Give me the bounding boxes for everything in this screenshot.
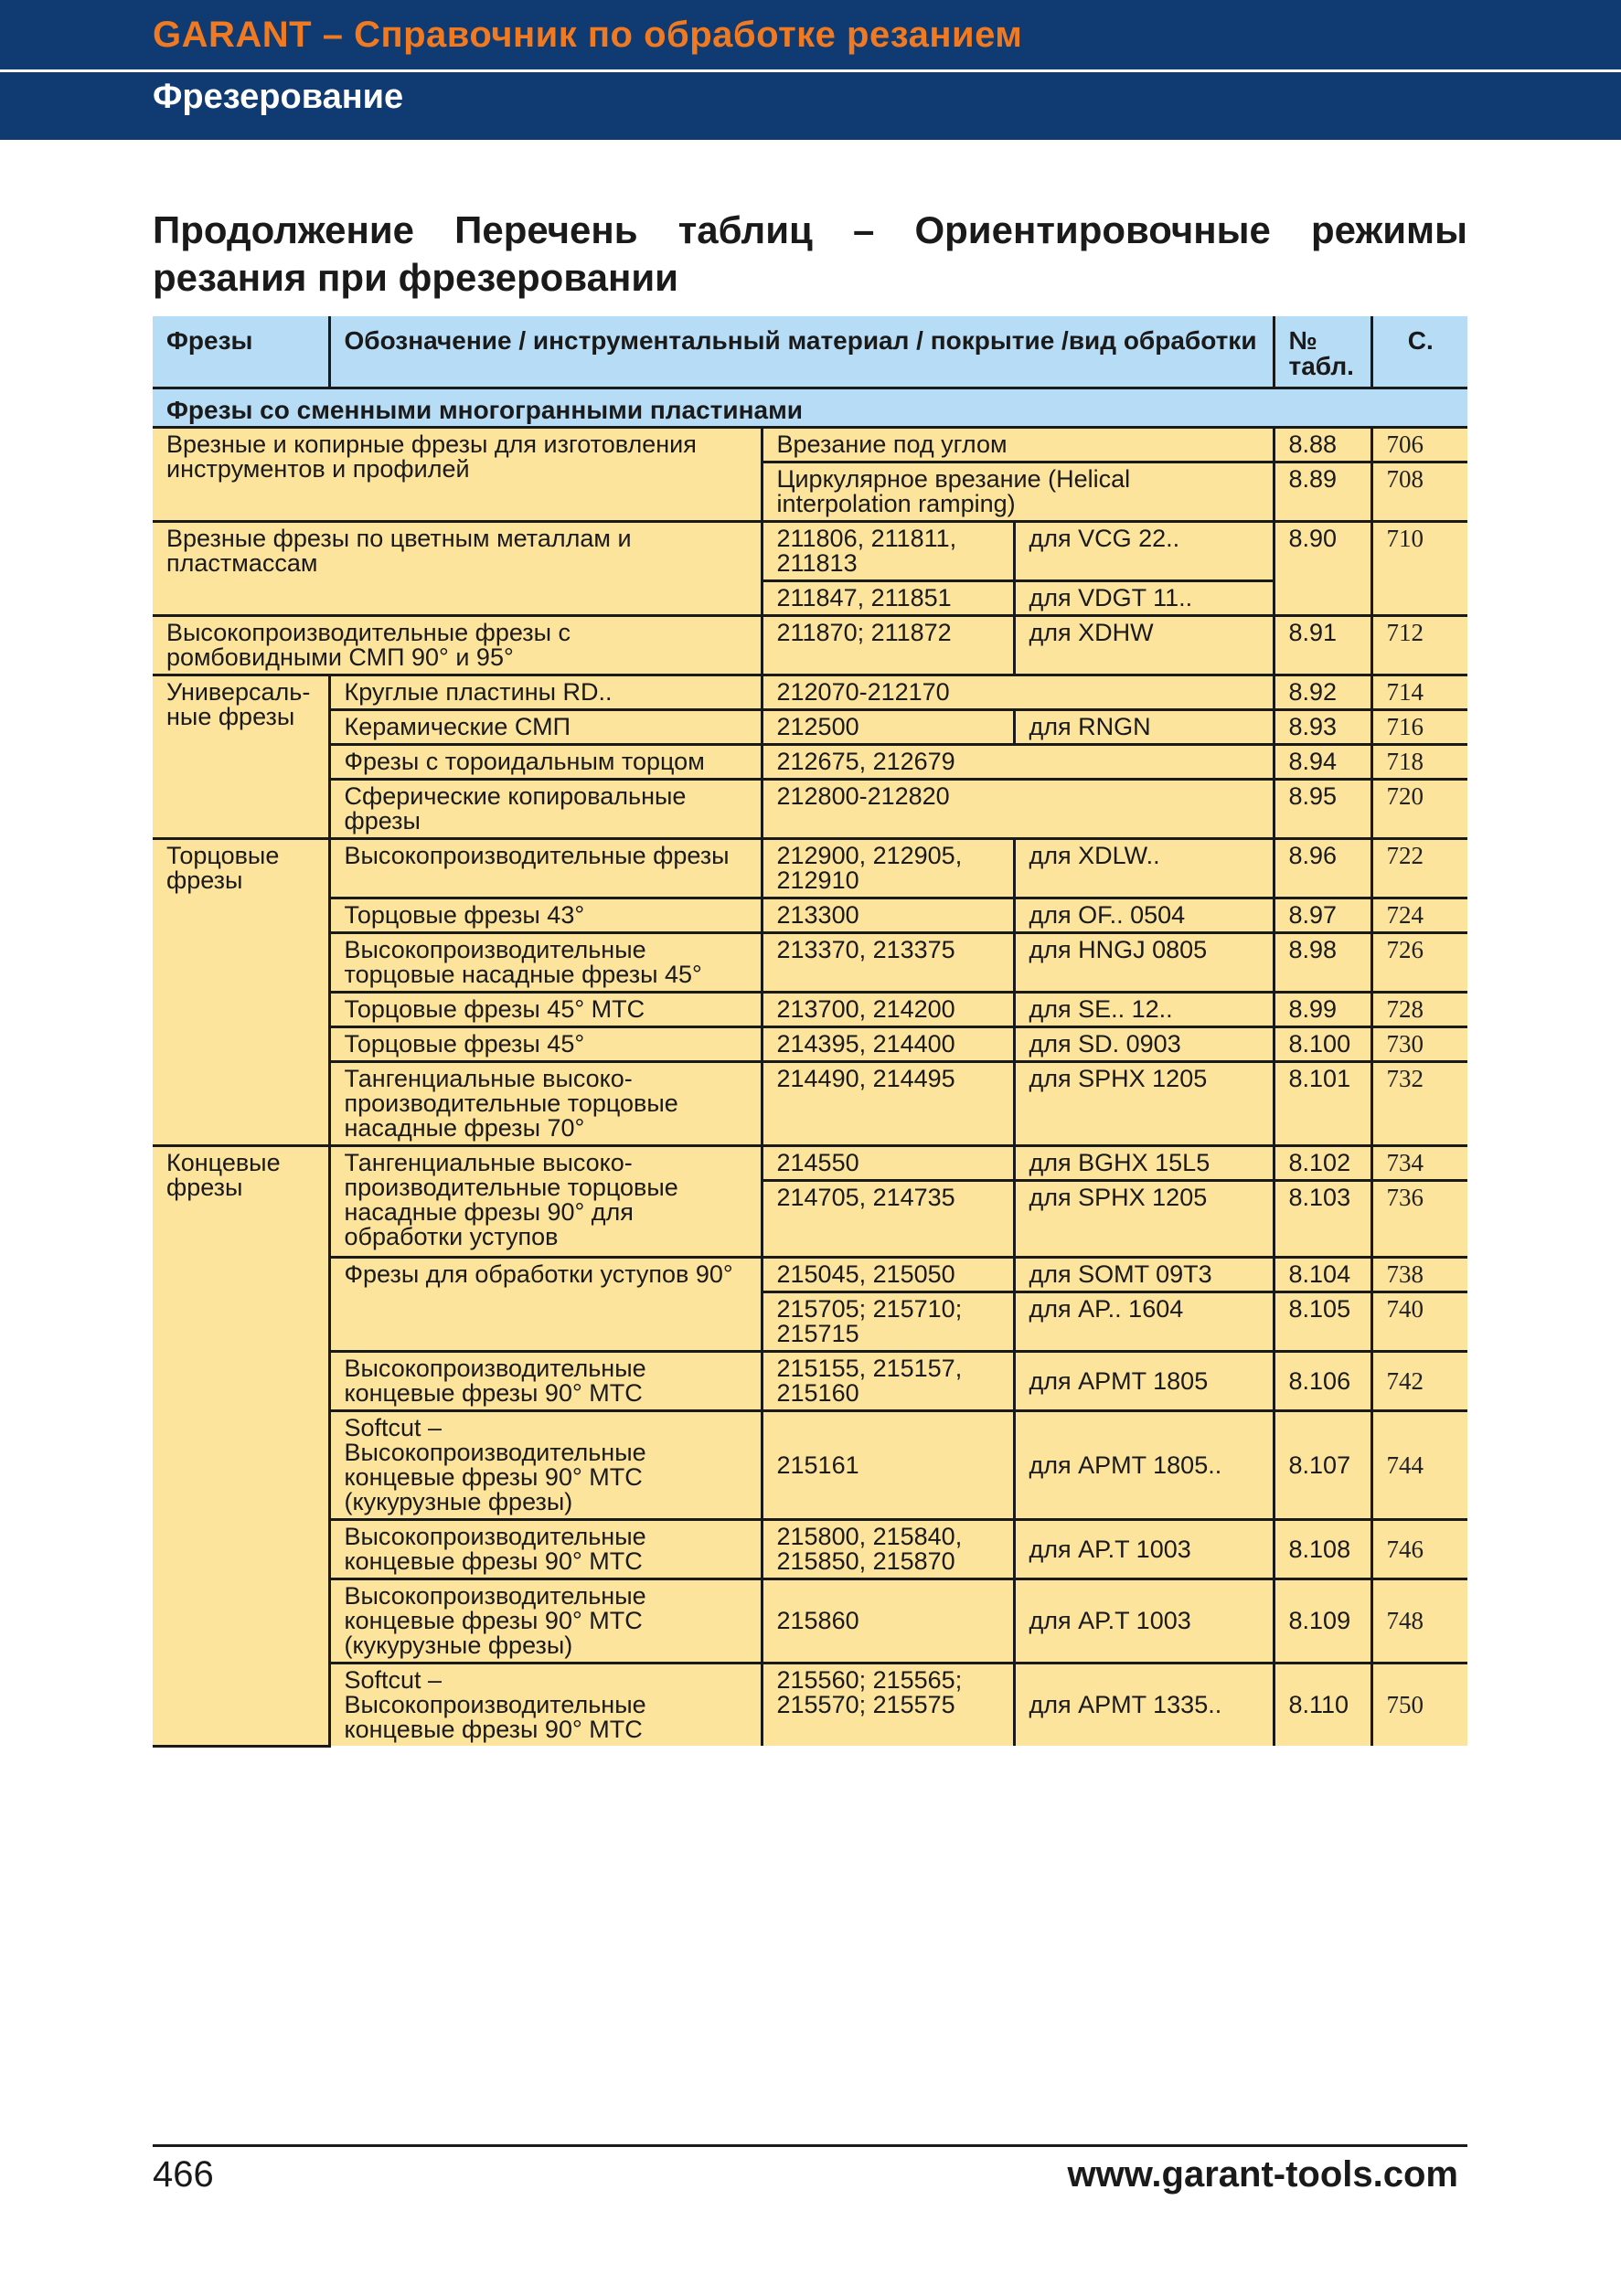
table-row [153,1411,1467,1520]
table-number-cell: 8.110 [1274,1664,1371,1747]
col-header-mills: Фрезы [153,316,329,388]
table-row [153,616,1467,675]
page-ref-cell[interactable]: 740 [1371,1292,1467,1352]
footer-divider [153,2144,1467,2147]
table-number-cell: 8.91 [1274,616,1371,675]
article-cell: 215705; 215710; 215715 [762,1292,1014,1352]
article-cell: 215860 [762,1579,1014,1664]
table-number-cell: 8.98 [1274,933,1371,993]
table-row [153,1664,1467,1747]
group-row [153,388,1467,428]
article-cell: 212675, 212679 [762,745,1274,780]
website-link[interactable]: www.garant-tools.com [1067,2154,1458,2195]
table-row [153,933,1467,993]
subtype-cell: Высокопроизводительные концевые фрезы 90° MTC [329,1352,762,1411]
mill-group-cell: Универсаль-ные фрезы [153,675,329,839]
table-number-cell: 8.96 [1274,839,1371,898]
operation-cell: Циркулярное врезание (Helical interpolation ramping) [762,462,1274,522]
article-cell: 213370, 213375 [762,933,1014,993]
table-row [153,745,1467,780]
col-header-table-no: № табл. [1274,316,1371,388]
insert-cell: для APMT 1805.. [1014,1411,1274,1520]
page-ref-cell[interactable]: 744 [1371,1411,1467,1520]
page-ref-cell[interactable]: 730 [1371,1027,1467,1062]
article-cell: 215045, 215050 [762,1258,1014,1292]
insert-cell: для SPHX 1205 [1014,1062,1274,1146]
table-header-row [153,316,1467,388]
table-number-cell: 8.100 [1274,1027,1371,1062]
article-cell: 211870; 211872 [762,616,1014,675]
insert-cell: для XDLW.. [1014,839,1274,898]
table-row [153,1146,1467,1181]
insert-cell: для AP.T 1003 [1014,1520,1274,1579]
table-row [153,993,1467,1027]
group-title: Фрезы со сменными многогранными пластинами [153,388,1467,428]
table-number-cell: 8.108 [1274,1520,1371,1579]
subtype-cell: Торцовые фрезы 43° [329,898,762,933]
article-cell: 214705, 214735 [762,1181,1014,1258]
article-cell: 215560; 215565; 215570; 215575 [762,1664,1014,1747]
subtype-cell: Высокопроизводительные концевые фрезы 90° MTC [329,1520,762,1579]
subtype-cell: Керамические СМП [329,710,762,745]
table-number-cell: 8.105 [1274,1292,1371,1352]
page-ref-cell[interactable]: 750 [1371,1664,1467,1747]
insert-cell: для OF.. 0504 [1014,898,1274,933]
table-row [153,1258,1467,1292]
table-row [153,1579,1467,1664]
table-number-cell: 8.95 [1274,780,1371,839]
page-ref-cell[interactable]: 742 [1371,1352,1467,1411]
page-ref-cell[interactable]: 720 [1371,780,1467,839]
page-ref-cell[interactable]: 734 [1371,1146,1467,1181]
table-number-cell: 8.99 [1274,993,1371,1027]
insert-cell: для AP.. 1604 [1014,1292,1274,1352]
insert-cell: для VDGT 11.. [1014,581,1274,616]
mill-group-cell: Концевые фрезы [153,1146,329,1747]
insert-cell: для SOMT 09T3 [1014,1258,1274,1292]
page-ref-cell[interactable]: 732 [1371,1062,1467,1146]
top-banner [0,0,1621,140]
table-row [153,428,1467,462]
mill-type-cell: Врезные и копирные фрезы для изготовления инструментов и профилей [153,428,762,522]
page-ref-cell[interactable]: 714 [1371,675,1467,710]
operation-cell: Врезание под углом [762,428,1274,462]
insert-cell: для SE.. 12.. [1014,993,1274,1027]
insert-cell: для APMT 1805 [1014,1352,1274,1411]
subtype-cell: Круглые пластины RD.. [329,675,762,710]
article-cell: 213700, 214200 [762,993,1014,1027]
table-number-cell: 8.104 [1274,1258,1371,1292]
page-ref-cell[interactable]: 736 [1371,1181,1467,1258]
page-ref-cell[interactable]: 722 [1371,839,1467,898]
table-index [153,316,1467,1748]
insert-cell: для BGHX 15L5 [1014,1146,1274,1181]
table-row [153,675,1467,710]
insert-cell: для SD. 0903 [1014,1027,1274,1062]
article-cell: 214395, 214400 [762,1027,1014,1062]
mill-group-cell: Торцовые фрезы [153,839,329,1146]
insert-cell: для AP.T 1003 [1014,1579,1274,1664]
page-ref-cell[interactable]: 728 [1371,993,1467,1027]
insert-cell: для SPHX 1205 [1014,1181,1274,1258]
mill-type-cell: Врезные фрезы по цветным металлам и пластмассам [153,522,762,616]
page-heading: Продолжение Перечень таблиц – Ориентировочные режимы резания при фрезеровании [153,208,1467,299]
article-cell: 212070-212170 [762,675,1274,710]
table-number-cell: 8.107 [1274,1411,1371,1520]
article-cell: 212500 [762,710,1014,745]
subtype-cell: Сферические копировальные фрезы [329,780,762,839]
table-row [153,710,1467,745]
article-cell: 212900, 212905, 212910 [762,839,1014,898]
article-cell: 215800, 215840, 215850, 215870 [762,1520,1014,1579]
page-ref-cell[interactable]: 706 [1371,428,1467,462]
article-cell: 214550 [762,1146,1014,1181]
brand-title: GARANT – Справочник по обработке резанием [153,15,1023,55]
subtype-cell: Высокопроизводительные концевые фрезы 90° MTC (кукурузные фрезы) [329,1579,762,1664]
page-number: 466 [153,2154,214,2195]
subtype-cell: Softcut – Высокопроизводительные концевые фрезы 90° MTC (кукурузные фрезы) [329,1411,762,1520]
col-header-page: С. [1371,316,1467,388]
banner-divider [0,69,1621,72]
subtype-cell: Тангенциальные высоко-производительные торцовые насадные фрезы 70° [329,1062,762,1146]
col-header-designation: Обозначение / инструментальный материал / покрытие /вид обработки [329,316,1274,388]
insert-cell: для HNGJ 0805 [1014,933,1274,993]
table-number-cell: 8.101 [1274,1062,1371,1146]
subtype-cell: Softcut – Высокопроизводительные концевые фрезы 90° MTC [329,1664,762,1747]
section-title: Фрезерование [153,78,404,116]
table-row [153,1062,1467,1146]
table-number-cell: 8.89 [1274,462,1371,522]
page-ref-cell[interactable]: 726 [1371,933,1467,993]
table-row [153,1352,1467,1411]
article-cell: 211847, 211851 [762,581,1014,616]
table-row [153,522,1467,581]
table-number-cell: 8.103 [1274,1181,1371,1258]
article-cell: 211806, 211811, 211813 [762,522,1014,581]
table-number-cell: 8.94 [1274,745,1371,780]
table-number-cell: 8.88 [1274,428,1371,462]
subtype-cell: Фрезы с тороидальным торцом [329,745,762,780]
page-ref-cell[interactable]: 716 [1371,710,1467,745]
subtype-cell: Фрезы для обработки уступов 90° [329,1258,762,1352]
table-number-cell: 8.93 [1274,710,1371,745]
subtype-cell: Торцовые фрезы 45° MTC [329,993,762,1027]
subtype-cell: Торцовые фрезы 45° [329,1027,762,1062]
table-row [153,1027,1467,1062]
mill-type-cell: Высокопроизводительные фрезы с ромбовидными СМП 90° и 95° [153,616,762,675]
article-cell: 215161 [762,1411,1014,1520]
table-number-cell: 8.102 [1274,1146,1371,1181]
table-number-cell: 8.109 [1274,1579,1371,1664]
page-ref-cell[interactable]: 746 [1371,1520,1467,1579]
page-ref-cell[interactable]: 712 [1371,616,1467,675]
page-ref-cell[interactable]: 724 [1371,898,1467,933]
table-row [153,839,1467,898]
table-number-cell: 8.92 [1274,675,1371,710]
subtype-cell: Высокопроизводительные торцовые насадные фрезы 45° [329,933,762,993]
page-ref-cell[interactable]: 708 [1371,462,1467,522]
table-number-cell: 8.97 [1274,898,1371,933]
article-cell: 213300 [762,898,1014,933]
page-ref-cell[interactable]: 748 [1371,1579,1467,1664]
table-number-cell: 8.90 [1274,522,1371,616]
page-ref-cell[interactable]: 738 [1371,1258,1467,1292]
insert-cell: для APMT 1335.. [1014,1664,1274,1747]
page-ref-cell[interactable]: 718 [1371,745,1467,780]
insert-cell: для XDHW [1014,616,1274,675]
insert-cell: для VCG 22.. [1014,522,1274,581]
table-number-cell: 8.106 [1274,1352,1371,1411]
table-row [153,898,1467,933]
subtype-cell: Тангенциальные высоко-производительные торцовые насадные фрезы 90° для обработки уступов [329,1146,762,1258]
table-row [153,1520,1467,1579]
article-cell: 215155, 215157, 215160 [762,1352,1014,1411]
article-cell: 214490, 214495 [762,1062,1014,1146]
subtype-cell: Высокопроизводительные фрезы [329,839,762,898]
insert-cell: для RNGN [1014,710,1274,745]
article-cell: 212800-212820 [762,780,1274,839]
page-ref-cell[interactable]: 710 [1371,522,1467,616]
table-row [153,780,1467,839]
